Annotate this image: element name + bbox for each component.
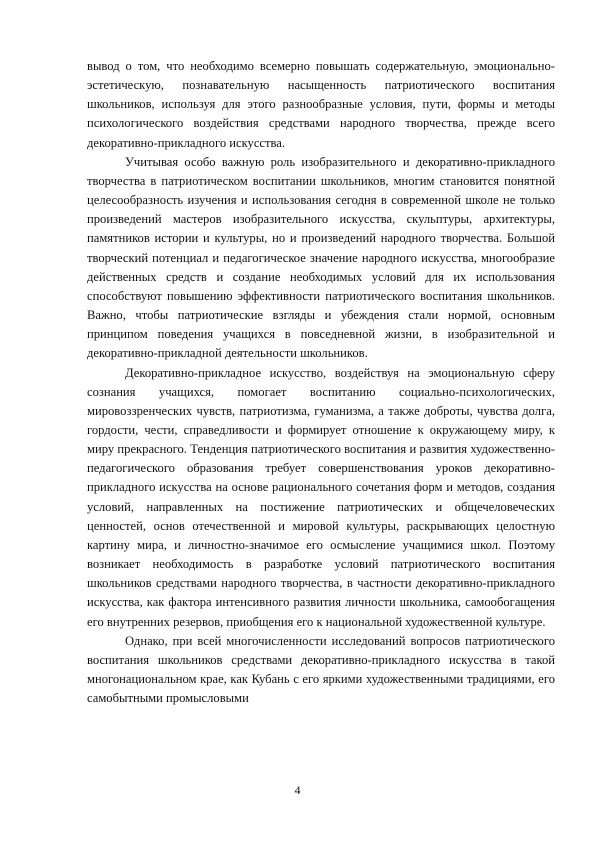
page-number: 4 — [294, 783, 301, 797]
document-page — [87, 57, 555, 708]
paragraph-continuation: вывод о том, что необходимо всемерно повышать содержательную, эмоционально-эстетическую, познавательную насыщенность патриотического воспитания школьников, используя для этого разнообразные условия, пути, формы и методы психологического воздействия средствами народного творчества, прежде всего декоративно-прикладного искусства. — [87, 59, 555, 150]
paragraph-decorative-art: Декоративно-прикладное искусство, воздействуя на эмоциональную сферу сознания учащихся, помогает воспитанию социально-психологических, мировоззренческих чувств, патриотизма, гуманизма, а также доброты, чувства долга, гордости, чести, справедливости и формирует отношение к окружающему миру, к миру прекрасного. Тенденция патриотического воспитания и развития художественно-педагогического образования требует совершенствования уроков декоративно-прикладного искусства на основе рационального сочетания форм и методов, создания условий, направленных на постижение патриотических и общечеловеческих ценностей, основ отечественной и мировой культуры, раскрывающих целостную картину мира, и личностно-значимое его осмысление учащимися школ. Поэтому возникает необходимость в разработке условий патриотического воспитания школьников средствами народного творчества, в частности декоративно-прикладного искусства, как фактора интенсивного развития личности школьника, самообогащения его внутренних резервов, приобщения его к национальной художественной культуре. — [87, 365, 555, 629]
paragraph-role-of-art: Учитывая особо важную роль изобразительного и декоративно-прикладного творчества в патриотическом воспитании школьников, многим становится понятной целесообразность изучения и использования сегодня в современной школе не только произведений мастеров изобразительного искусства, скульптуры, архитектуры, памятников истории и культуры, но и произведений народного творчества. Большой творческий потенциал и педагогическое значение народного искусства, многообразие действенных средств и создание необходимых условий для их использования способствуют повышению эффективности патриотического воспитания школьников. Важно, чтобы патриотические взгляды и убеждения стали нормой, основным принципом поведения учащихся в повседневной жизни, в изобразительной и декоративно-прикладной деятельности школьников. — [87, 154, 555, 361]
paragraph-however: Однако, при всей многочисленности исследований вопросов патриотического воспитания школьников средствами декоративно-прикладного искусства в такой многонациональном крае, как Кубань с его яркими художественными традициями, его самобытными промысловыми — [87, 633, 555, 706]
